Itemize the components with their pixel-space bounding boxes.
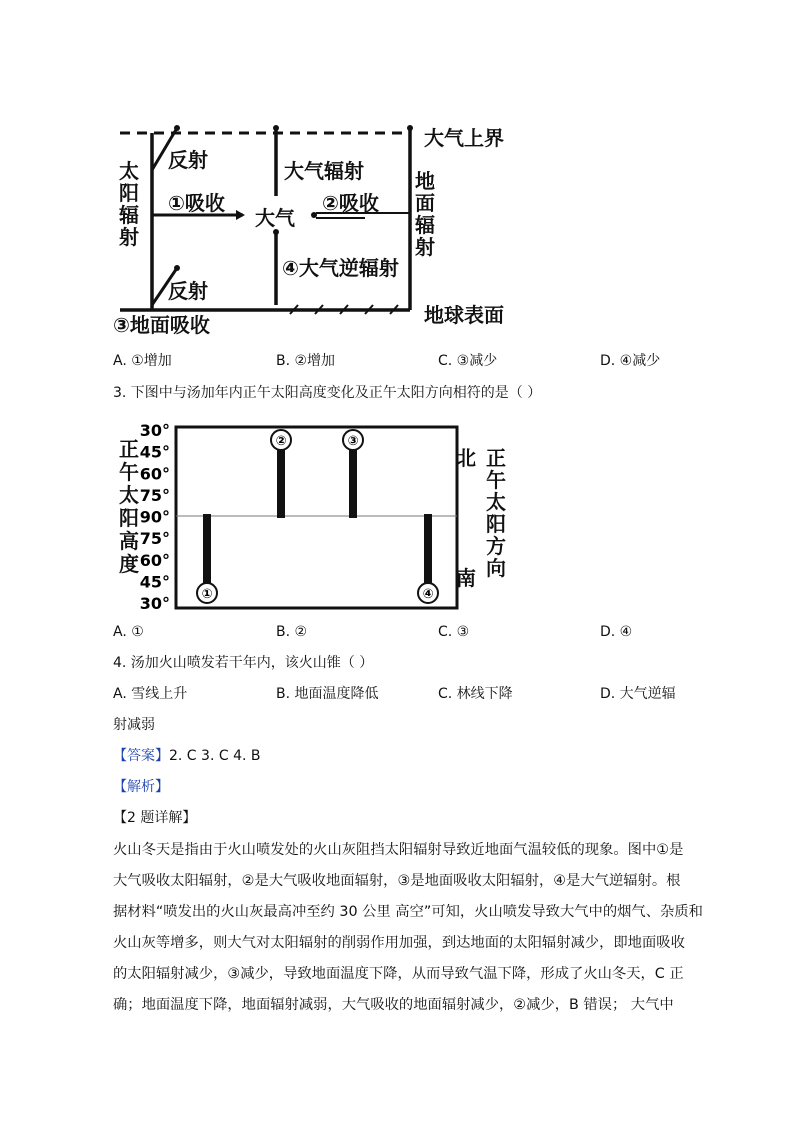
q2-option-b: B. ②增加 [276, 353, 336, 369]
chart-tick-label: 45° [139, 572, 170, 592]
explanation-line-5: 的太阳辐射减少，③减少，导致地面温度下降，从而导致气温下降，形成了火山冬天，C 正 [113, 966, 684, 982]
chart-y-left-label: 正午太阳高度 [119, 437, 139, 576]
q3-stem: 3. 下图中与汤加年内正午太阳高度变化及正午太阳方向相符的是（ ） [113, 385, 542, 401]
chart-bar-label-2: ② [275, 434, 287, 449]
chart-bar-4 [424, 514, 432, 583]
chart-tick-label: 30° [139, 594, 170, 613]
chart-bar-label-4: ④ [422, 587, 434, 602]
chart-bar-3 [349, 450, 357, 519]
chart-tick-label: 45° [139, 442, 170, 462]
counter-radiation-label: ④大气逆辐射 [282, 256, 399, 280]
q2-option-d: D. ④减少 [600, 353, 661, 369]
q2-option-a: A. ①增加 [113, 353, 172, 369]
chart-y-right-label: 正午太阳方向 [486, 446, 506, 580]
chart-tick-label: 75° [139, 485, 170, 505]
answer-line [113, 746, 260, 766]
reflect-bottom-label: 反射 [168, 279, 208, 303]
atmos-radiation-label: 大气辐射 [284, 159, 364, 183]
analysis-tag: 【解析】 [113, 779, 169, 795]
q2-option-c: C. ③减少 [438, 353, 498, 369]
chart-bar-2 [277, 450, 285, 519]
atmosphere-label: 大气 [255, 206, 295, 230]
earth-surface-label: 地球表面 [424, 303, 504, 327]
absorb2-label: ②吸收 [322, 191, 379, 215]
chart-north-label: 北 [456, 446, 476, 470]
solar-radiation-label: 太阳辐射 [119, 159, 139, 249]
q4-option-c: C. 林线下降 [438, 686, 513, 702]
q4-stem: 4. 汤加火山喷发若干年内，该火山锥（ ） [113, 655, 374, 671]
absorb1-label: ①吸收 [168, 191, 225, 215]
q3-option-d: D. ④ [600, 624, 633, 640]
ground-radiation-label: 地面辐射 [415, 169, 435, 259]
chart-bar-label-1: ① [201, 587, 213, 602]
q4-option-a: A. 雪线上升 [113, 686, 188, 702]
ground-absorb-label: ③地面吸收 [113, 313, 210, 337]
detail-tag: 【2 题详解】 [113, 810, 197, 826]
answer-text: 2. C 3. C 4. B [169, 748, 261, 764]
chart-tick-label: 60° [139, 550, 170, 570]
q3-option-a: A. ① [113, 624, 144, 640]
chart-bar-label-3: ③ [347, 434, 359, 449]
chart-tick-label: 75° [139, 529, 170, 549]
q3-option-b: B. ② [276, 624, 308, 640]
noon-sun-chart [0, 410, 794, 615]
chart-bar-1 [203, 514, 211, 583]
explanation-line-6: 确；地面温度下降，地面辐射减弱，大气吸收的地面辐射减少，②减少，B 错误； 大气中 [113, 997, 674, 1013]
explanation-line-2: 大气吸收太阳辐射，②是大气吸收地面辐射，③是地面吸收太阳辐射，④是大气逆辐射。根 [113, 873, 681, 889]
explanation-line-4: 火山灰等增多，则大气对太阳辐射的削弱作用加强，到达地面的太阳辐射减少，即地面吸收 [113, 935, 685, 951]
chart-tick-label: 60° [139, 464, 170, 484]
q4-option-d: D. 大气逆辐 [600, 686, 676, 702]
q4-option-b: B. 地面温度降低 [276, 686, 379, 702]
top-boundary-label: 大气上界 [424, 126, 504, 150]
chart-tick-label: 30° [139, 421, 170, 440]
chart-frame [176, 427, 457, 608]
answer-tag: 【答案】 [113, 748, 169, 764]
reflect-top-label: 反射 [168, 148, 208, 172]
q4-option-d-cont: 射减弱 [113, 717, 155, 733]
explanation-line-3: 据材料“喷发出的火山灰最高冲至约 30 公里 高空”可知，火山喷发导致大气中的烟气、杂质和 [113, 904, 703, 920]
explanation-line-1: 火山冬天是指由于火山喷发处的火山灰阻挡太阳辐射导致近地面气温较低的现象。图中①是 [113, 842, 684, 858]
chart-south-label: 南 [456, 566, 476, 590]
q3-option-c: C. ③ [438, 624, 470, 640]
chart-tick-label: 90° [139, 507, 170, 527]
